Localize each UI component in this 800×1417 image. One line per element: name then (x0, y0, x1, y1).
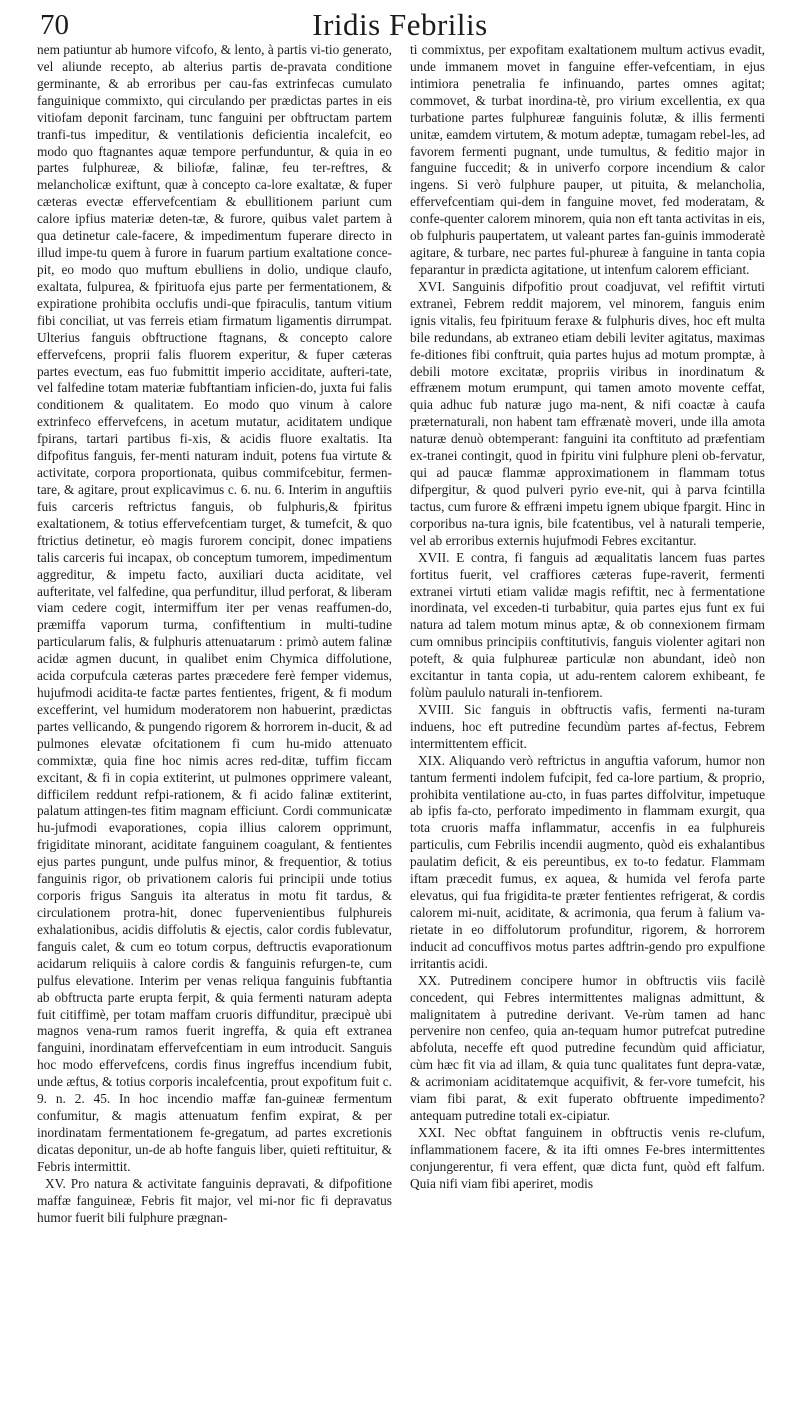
paragraph: XX. Putredinem concipere humor in obftructis viis facilè concedent, qui Febres intermittentes malignas admittunt, & malignitatem à putredine derivant. Ve-rùm tamen ad hanc pervenire non cenfeo, quia an-tequam humor putrefcat putredine abfoluta, neceffe eft quod putredine fecundùm quid afficiatur, cùm hæc fit via ad illam, & quia tunc qualitates funt depra-vatæ, & acrimoniam aciditatemque acquifivit, & fer-vore tumefcit, his viam fibi parat, & exit fuperato obftruente impedimento? antequam putredine totali ex-cipiatur. (410, 972, 765, 1124)
running-title: Iridis Febrilis (312, 7, 488, 42)
paragraph: nem patiuntur ab humore vifcofo, & lento, à partis vi-tio generato, vel aliunde recepto, ab alterius partis de-pravata conditione germinante, & ab erroribus per cau-fas extrinfecas cumulato fanguinique commixto, qui circulando per prædictas partes in eis vitiofam deponit farcinam, tunc fanguini per obftructam partem tranfi-tus impeditur, & ventilationis deficientia incalefcit, eo modo quo ftagnantes aquæ tempore perfunduntur, & quia in eo partes fulphureæ, & biliofæ, falinæ, feu ter-reftres, & melancholicæ exiftunt, quæ à concepto ca-lore exaltatæ, & fuper cæteras evectæ effervefcentiam & ebullitionem pariunt cum calore ipfius materiæ deten-tæ, & furore, quibus valet partem à qua detinetur cale-facere, & impedimentum fuperare directo in illud impe-tu quem à furore in fuarum partium exaltatione conce-pit, eo modo quo muftum ebulliens in dolio, undique claufo, exaltata, fulpurea, & fpirituofa ejus parte per fermentationem, & expiratione prohibita occlufis undi-que fpiraculis, tantum vitium fibi conciliat, ut vas ferreis etiam firmatum ligamentis dirrumpat. Ulterius fanguis obftructione ftagnans, & concepto calore effervefcens, proprii falis fluorem experitur, & fuper cæteras partes evectum, eas fuo fubmittit imperio acciditate, aufteri-tate, vel falfedine totam materiæ fubftantiam inficien-do, juxta fui falis conditionem & qualitatem. Eo modo quo vinum à calore extrinfeco effervefcens, in acetum mutatur, aciditatem undique fpirans, tartari partibus fi-xis, & acidis fluore exaltatis. Ita difpofitus fanguis, fer-menti naturam induit, potens fua virtute & activitate, corpora proportionata, quibus commifcebitur, fermen-tare, & agitare, prout explicavimus c. 6. nu. 6. Interim in anguftiis fuis carceris reftrictus fanguis, ob fulphuris,& fpiritus exaltationem, & totius effervefcentiam turget, & tumefcit, & quo ftrictius detinetur, eò magis furorem concipit, donec impatiens talis carceris fui incapax, ob conceptum tumorem, impedimentum aggreditur, & impetu facto, auxiliari ducta aciditate, vel aufteritate, vel falfedine, qua perfunditur, illud perforat, & liberam viam cedere cogit, intermiffum iter per venas reaffumen-do, præmiffa vaporum turma, confiftentium in multi-tudine particularum falis, & fulphuris attenuatarum : primò autem falinæ acidæ agmen ducunt, in qualibet enim Chymica diffolutione, acida corpufcula cæteras partes præcedere ferè femper videmus, hujufmodi acidita-te factæ partes fentientes, frigent, & fi modum excefferint, vel humidum moderatorem non habuerint, prædictas partes vellicando, & pungendo rigorem & horrorem in-ducit, & ad pulmones elevatæ ofcitationem fi cum hu-mido attenuato commixtæ, quia fine hoc nimis acres red-ditæ, tuffim ficcam excitant, & fi in copia extiterint, ut pulmones opprimere valeant, difficilem reddunt refpi-rationem, & fi acido falinæ extiterint, palatum attingen-tes fitim magnam efficiunt. Cordi communicatæ hu-jufmodi evaporationes, copia illius calorem opprimunt, frigiditate minorant, aciditate fanguinem coagulant, & fentientes ejus partes pungunt, unde pulfus minor, & frequentior, & totius fanguinis rigor, ob privationem caloris fui principii unde totius corporis frigus Sanguis ita alteratus in motu fit tardus, & circulationem protra-hit, donec fupervenientibus fulphureis exhalationibus, acidis diffolutis & ejectis, calor cordis fublevatur, fanguis calet, & cum eo totum corpus, deftructis evaporationum acidarum reliquiis à calore cordis & fanguinis refurgen-te, cum pulfus elevatione. Interim per venas reliqua fanguinis fubftantia ab obftructa parte erupta ferpit, & quia fermenti naturam adepta fuit citiffimè, per totam maffam cruoris diffunditur, præcipuè ubi magnos vena-rum ramos fuerit ingreffa, & quia eft extranea fanguini, inordinatam effervefcentiam in eum introducit. Sanguis hoc modo effervefcens, cordis finus ingreffus incendium fubit, unde æftus, & totius corporis incalefcentia, prout expofitum fuit c. 9. n. 2. 45. In hoc incendio maffæ fan-guineæ fermentum confumitur, & magis attenuatum fenfim expirat, & per inordinatam fermentationem fe-gregatum, ad partes excretionis dicatas deponitur, un-de ab hofte fanguis liber, quieti reftituitur, & Febris intermittit. (37, 42, 392, 1174)
paragraph: XVII. E contra, fi fanguis ad æqualitatis lancem fuas partes fortitus fuerit, vel craffiores cæteras fupe-raverit, fermenti extranei virtuti etiam validæ magis refiftit, nec à fermentatione inordinata, vel exceden-ti turbabitur, quia partes ejus funt ex fui natura ad talem motum minus aptæ, & ob connexionem firmam cum omnibus principiis conftitutivis, fanguis violenter agitari non poteft, & quia fulphureæ particulæ non abundant, ideò non excitantur in tanta copia, ut adu-rentem calorem exhibeant, fe folùm paululo naturali in-tenfiorem. (410, 549, 765, 701)
paragraph: XIX. Aliquando verò reftrictus in anguftia vaforum, humor non tantum fermenti indolem fufcipit, fed ca-lore partium, & proprio, prohibita ventilatione au-cto, in fuas partes diffolvitur, impetuque ab ipfis fa-cto, perforato impedimento in flammam exurgit, qua tota cruoris maffa inflammatur, accenfis in ea fulphureis particulis, cum Febrilis incendii augmento, quòd eis exhalantibus paulatim deficit, & eis pereuntibus, ex to-to fedatur. Flammam iftam præcedit fumus, ex aquea, & humida vel ferofa parte elevatus, qui fua frigidita-te præter fentientes refrigerat, & cordis calorem mi-nuit, aciditate, & acrimonia, qua ferum à falium va-rietate in eo diffolutorum profunditur, rigorem, & horrorem inducit ad concuffivos motus partes adftrin-gendo pro expulfione irritantis acidi. (410, 752, 765, 971)
paragraph: ti commixtus, per expofitam exaltationem multum activus evadit, unde immanem movet in fanguine effer-vefcentiam, in ejus intimiora penetralia fe infinuando, partes omnes agitat; commovet, & turbat inordina-tè, pro virium excellentia, ex qua turbatione partes fulphureæ fanguinis folutæ, & illis fermenti unitæ, eamdem virtutem, & motum adeptæ, tumagam rebel-les, ad favorem fermenti pugnant, unde tumultus, & feditio major in fanguine fuccedit; & in univerfo corpore incendium & calor ingens. Si verò fulphure pauper, ut pituita, & melancholia, effervefcentiam qui-dem in fanguine movet, fed moderatam, & confe-quenter calorem minorem, quia non eft tanta activitas in eis, ob fulphuris paupertatem, ut valeant partes fan-guinis immoderatè agitare, & turbare, nec partes ful-phureæ à fanguine in tanta copia feparantur in prædicta agitatione, ut intenfum calorem efficiant. (410, 42, 765, 277)
page-header (0, 0, 800, 42)
paragraph: XVIII. Sic fanguis in obftructis vafis, fermenti na-turam induens, hoc eft putredine fecundùm partes af-fectus, Febrem intermittentem efficit. (410, 701, 765, 751)
left-column (37, 42, 392, 1227)
page-number: 70 (40, 9, 69, 41)
paragraph: XVI. Sanguinis difpofitio prout coadjuvat, vel refiftit virtuti extraneì, Febrem reddit majorem, vel minorem, fanguis enim ignis vitalis, feu fpirituum feraxe & fulphuris dives, hoc eft multa bile redundans, ab extraneo etiam debili leviter agitatus, maximas fe-ditiones fibi conftruit, quia partes hujus ad motum promptæ, à debili motore excitatæ, propriis viribus in inordinatum & effrænem motum erumpunt, qui tamen amoto movente ceffat, quia adhuc fub naturæ jugo ma-nent, & nifi coactæ à caufa præternaturali, non habent tam effrænatè moveri, unde illa amota naturæ denuò obtemperant: fanguini ita conftituto ad præfentiam ex-tranei contingit, quod in fpiritu vini fulphure pleni ob-fervatur, qui ad paucæ flammæ approximationem in flammam totus difpergitur, & quod pulveri pyrio eve-nit, qui à parva fcintilla tactus, cum furore & effræni impetu ignem ubique fpargit. Hinc in corporibus na-tura ignis, bile fcatentibus, vel à naturali temperie, vel ab erroribus externis hujufmodi Febres excitantur. (410, 278, 765, 548)
paragraph: XXI. Nec obftat fanguinem in obftructis venis re-clufum, inflammationem facere, & ita ifti omnes Fe-bres intermittentes conjungerentur, fi vera effent, quæ dicta funt, quòd eft falfum. Quia nifi viam fibi aperiret, modis (410, 1125, 765, 1191)
right-column (410, 42, 765, 1193)
paragraph: XV. Pro natura & activitate fanguinis depravati, & difpofitione maffæ fanguineæ, Febris fit major, vel mi-nor fic fi depravatus humor fuerit bili fulphure prægnan- (37, 1175, 392, 1225)
